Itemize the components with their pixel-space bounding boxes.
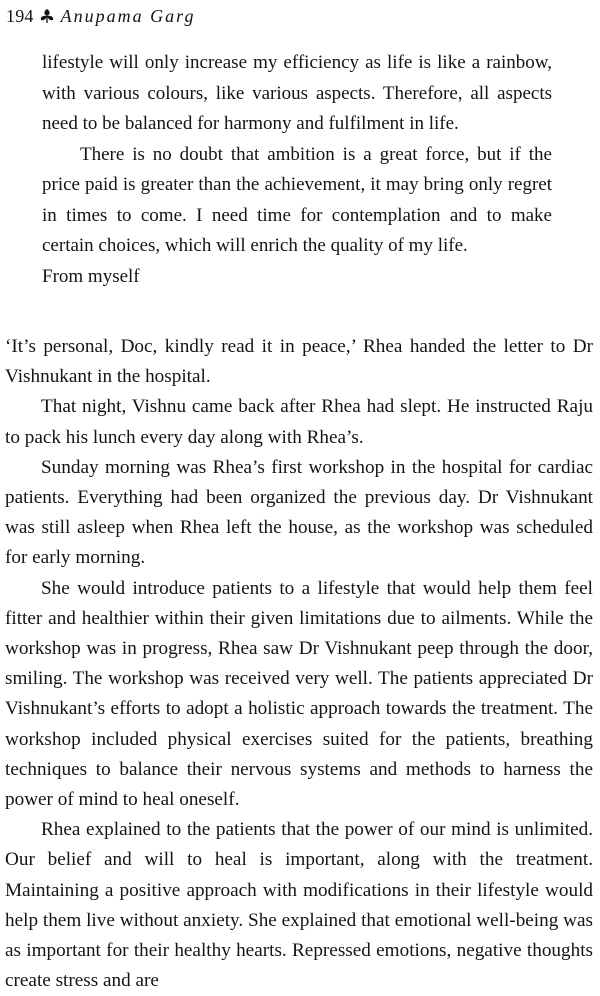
flower-ornament-icon [39, 8, 55, 24]
paragraph: Rhea explained to the patients that the power of our mind is unlimited. Our belief and will to heal is important, along with the treatment. Maintaining a positive approach with modifications in their lifestyle would help them live without anxiety. She explained that emotional well-being was as important for their healthy hearts. Repressed emotions, negative thoughts create stress and are [5, 819, 593, 992]
letter-paragraph: lifestyle will only increase my efficiency as life is like a rainbow, with various colours, like various aspects. Therefore, all aspects need to be balanced for harmony and fulfilment in life. [42, 52, 552, 134]
author-name: Anupama Garg [60, 5, 196, 26]
running-header [6, 4, 195, 28]
letter-signoff: From myself [42, 265, 140, 287]
body-text [5, 332, 593, 996]
paragraph: Sunday morning was Rhea’s first workshop in the hospital for cardiac patients. Everything had been organized the previous day. Dr Vishnukant was still asleep when Rhea left the house, as the workshop was scheduled for early morning. [5, 456, 593, 569]
paragraph: She would introduce patients to a lifestyle that would help them feel fitter and healthier within their given limitations due to ailments. While the workshop was in progress, Rhea saw Dr Vishnukant peep through the door, smiling. The workshop was received very well. The patients appreciated Dr Vishnukant’s efforts to adopt a holistic approach towards the treatment. The workshop included physical exercises suited for the patients, breathing techniques to balance their nervous systems and methods to harness the power of mind to heal oneself. [5, 577, 593, 811]
letter-excerpt [42, 48, 552, 292]
page-number: 194 [6, 5, 34, 26]
paragraph: That night, Vishnu came back after Rhea had slept. He instructed Raju to pack his lunch every day along with Rhea’s. [5, 396, 593, 448]
letter-paragraph: There is no doubt that ambition is a great force, but if the price paid is greater than the achievement, it may bring only regret in times to come. I need time for contemplation and to make certain choices, which will enrich the quality of my life. [42, 143, 552, 256]
paragraph: ‘It’s personal, Doc, kindly read it in peace,’ Rhea handed the letter to Dr Vishnukant in the hospital. [5, 336, 593, 388]
